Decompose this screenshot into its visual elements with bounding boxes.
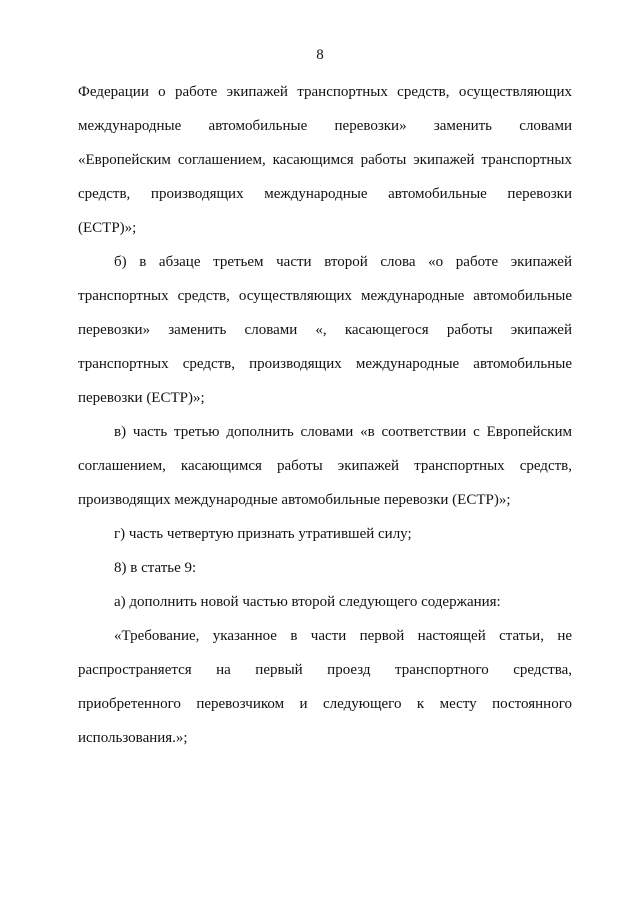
paragraph <box>78 75 572 245</box>
paragraph <box>78 415 572 517</box>
text-line: г) часть четвертую признать утратившей силу; <box>114 526 412 542</box>
text-line: распространяется на первый проезд транспортного средства, <box>78 662 572 678</box>
document-body <box>78 75 572 755</box>
text-line: «Требование, указанное в части первой настоящей статьи, не <box>114 628 572 644</box>
text-line: 8) в статье 9: <box>114 560 197 576</box>
paragraph <box>78 551 572 585</box>
text-line: транспортных средств, производящих международные автомобильные <box>78 356 572 372</box>
text-line: перевозки (ЕСТР)»; <box>78 390 205 406</box>
page-number: 8 <box>316 47 324 63</box>
text-line: (ЕСТР)»; <box>78 220 137 236</box>
text-line: Федерации о работе экипажей транспортных средств, осуществляющих <box>78 84 572 100</box>
text-line: международные автомобильные перевозки» заменить словами <box>78 118 572 134</box>
text-line: соглашением, касающимся работы экипажей транспортных средств, <box>78 458 572 474</box>
text-line: в) часть третью дополнить словами «в соответствии с Европейским <box>114 424 572 440</box>
paragraph <box>78 619 572 755</box>
text-line: а) дополнить новой частью второй следующего содержания: <box>114 594 501 610</box>
text-line: производящих международные автомобильные перевозки (ЕСТР)»; <box>78 492 511 508</box>
text-line: приобретенного перевозчиком и следующего к месту постоянного <box>78 696 572 712</box>
paragraph <box>78 517 572 551</box>
paragraph <box>78 245 572 415</box>
text-line: б) в абзаце третьем части второй слова «о работе экипажей <box>114 254 572 270</box>
text-line: перевозки» заменить словами «, касающегося работы экипажей <box>78 322 572 338</box>
text-line: использования.»; <box>78 730 188 746</box>
text-line: транспортных средств, осуществляющих международные автомобильные <box>78 288 572 304</box>
text-line: «Европейским соглашением, касающимся работы экипажей транспортных <box>78 152 572 168</box>
text-line: средств, производящих международные автомобильные перевозки <box>78 186 572 202</box>
paragraph <box>78 585 572 619</box>
